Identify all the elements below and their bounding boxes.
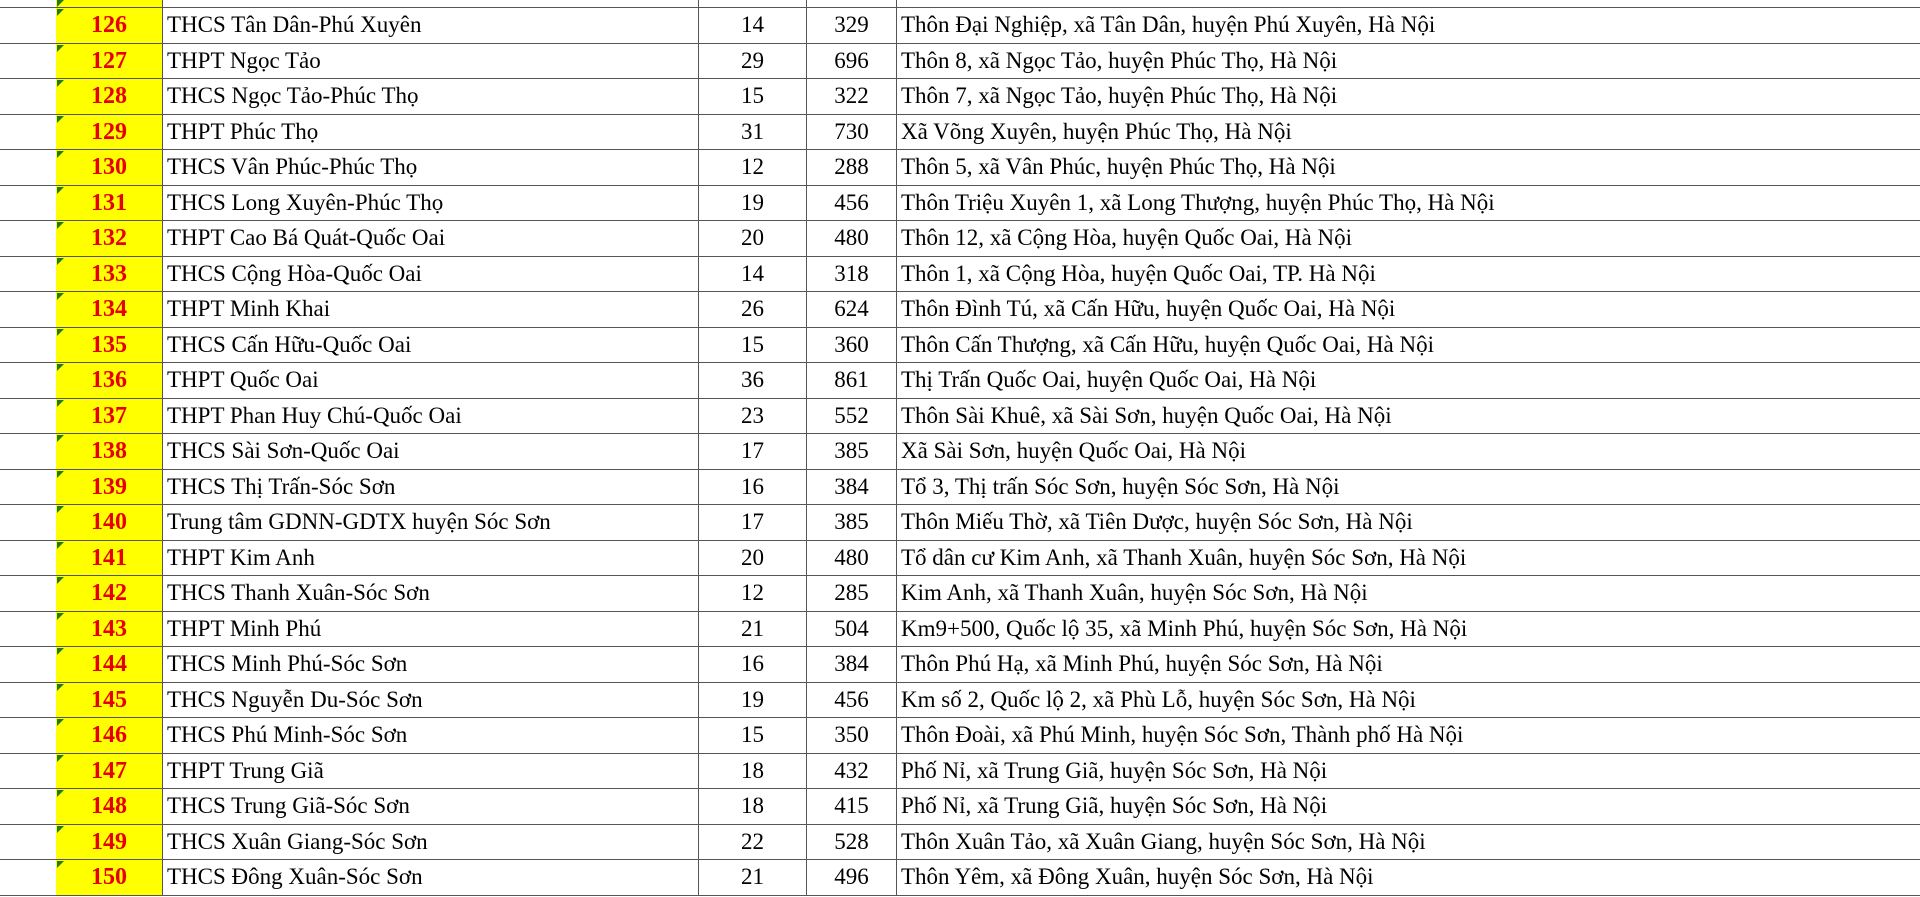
- table-row: [0, 860, 1920, 896]
- table-row: [0, 789, 1920, 825]
- table-row: [0, 399, 1920, 435]
- cell-blank[interactable]: [0, 363, 56, 398]
- cell-school-name[interactable]: THCS Trung Giã-Sóc Sơn: [163, 789, 699, 824]
- cell-school-name[interactable]: THPT Phúc Thọ: [163, 115, 699, 150]
- cell-index[interactable]: [56, 0, 163, 7]
- cell-index[interactable]: 143: [56, 612, 163, 647]
- cell-address[interactable]: Xã Võng Xuyên, huyện Phúc Thọ, Hà Nội: [901, 118, 1292, 144]
- cell-candidates[interactable]: 504: [807, 612, 897, 647]
- cell-blank[interactable]: [0, 718, 56, 753]
- cell-rooms[interactable]: 14: [699, 257, 807, 292]
- cell-blank[interactable]: [0, 754, 56, 789]
- cell-blank[interactable]: [0, 825, 56, 860]
- table-row: [0, 292, 1920, 328]
- cell-index[interactable]: 129: [56, 115, 163, 150]
- cell-rooms[interactable]: 36: [699, 363, 807, 398]
- cell-rooms[interactable]: 19: [699, 186, 807, 221]
- cell-index[interactable]: 149: [56, 825, 163, 860]
- cell-blank[interactable]: [0, 328, 56, 363]
- cell-school-name[interactable]: THPT Ngọc Tảo: [163, 44, 699, 79]
- cell-index[interactable]: 146: [56, 718, 163, 753]
- table-row: [0, 328, 1920, 364]
- cell-index[interactable]: 135: [56, 328, 163, 363]
- cell-rooms[interactable]: 20: [699, 541, 807, 576]
- table-row: [0, 612, 1920, 648]
- cell-blank[interactable]: [0, 0, 56, 7]
- cell-address[interactable]: Thôn Triệu Xuyên 1, xã Long Thượng, huyện Phúc Thọ, Hà Nội: [901, 189, 1495, 215]
- cell-rooms[interactable]: 17: [699, 434, 807, 469]
- cell-rooms[interactable]: 18: [699, 754, 807, 789]
- table-row: [0, 470, 1920, 506]
- cell-address[interactable]: Phố Nỉ, xã Trung Giã, huyện Sóc Sơn, Hà Nội: [901, 757, 1328, 783]
- cell-rooms[interactable]: 12: [699, 576, 807, 611]
- table-row: [0, 186, 1920, 222]
- cell-rooms[interactable]: 16: [699, 647, 807, 682]
- cell-address[interactable]: Thôn Đại Nghiệp, xã Tân Dân, huyện Phú Xuyên, Hà Nội: [901, 12, 1436, 37]
- cell-rooms[interactable]: 19: [699, 683, 807, 718]
- table-row: [0, 363, 1920, 399]
- cell-candidates[interactable]: 385: [807, 505, 897, 540]
- cell-index[interactable]: 134: [56, 292, 163, 327]
- cell-candidates[interactable]: 350: [807, 718, 897, 753]
- cell-address[interactable]: Thôn 12, xã Cộng Hòa, huyện Quốc Oai, Hà Nội: [901, 225, 1352, 250]
- cell-index[interactable]: 142: [56, 576, 163, 611]
- cell-rooms[interactable]: 29: [699, 44, 807, 79]
- cell-rooms[interactable]: 22: [699, 825, 807, 860]
- cell-rooms[interactable]: 21: [699, 612, 807, 647]
- cell-school-name[interactable]: THCS Cộng Hòa-Quốc Oai: [163, 257, 699, 292]
- cell-candidates[interactable]: 480: [807, 541, 897, 576]
- cell-index[interactable]: 145: [56, 683, 163, 718]
- cell-index[interactable]: 144: [56, 647, 163, 682]
- cell-blank[interactable]: [0, 576, 56, 611]
- cell-rooms[interactable]: [699, 0, 807, 7]
- cell-candidates[interactable]: 384: [807, 470, 897, 505]
- cell-blank[interactable]: [0, 860, 56, 895]
- cell-index[interactable]: 128: [56, 79, 163, 114]
- cell-blank[interactable]: [0, 115, 56, 150]
- table-row-partial-top: [0, 0, 1920, 8]
- table-row: [0, 8, 1920, 44]
- cell-school-name[interactable]: THCS Sài Sơn-Quốc Oai: [163, 434, 699, 469]
- cell-address[interactable]: Km9+500, Quốc lộ 35, xã Minh Phú, huyện Sóc Sơn, Hà Nội: [901, 615, 1468, 641]
- table-row: [0, 79, 1920, 115]
- cell-school-name[interactable]: THCS Đông Xuân-Sóc Sơn: [163, 860, 699, 895]
- cell-candidates[interactable]: [807, 0, 897, 7]
- cell-address[interactable]: Km số 2, Quốc lộ 2, xã Phù Lỗ, huyện Sóc Sơn, Hà Nội: [901, 686, 1416, 712]
- cell-blank[interactable]: [0, 683, 56, 718]
- table-row: [0, 150, 1920, 186]
- cell-blank[interactable]: [0, 79, 56, 114]
- table-row: [0, 825, 1920, 861]
- cell-school-name[interactable]: THPT Trung Giã: [163, 754, 699, 789]
- table-row: [0, 257, 1920, 293]
- cell-address[interactable]: Thôn 7, xã Ngọc Tảo, huyện Phúc Thọ, Hà Nội: [901, 83, 1338, 108]
- cell-index[interactable]: 127: [56, 44, 163, 79]
- cell-candidates[interactable]: 624: [807, 292, 897, 327]
- cell-index[interactable]: 136: [56, 363, 163, 398]
- cell-candidates[interactable]: 552: [807, 399, 897, 434]
- cell-candidates[interactable]: 385: [807, 434, 897, 469]
- cell-index[interactable]: 132: [56, 221, 163, 256]
- cell-address[interactable]: Thôn Yêm, xã Đông Xuân, huyện Sóc Sơn, Hà Nội: [901, 864, 1374, 889]
- cell-address[interactable]: Thôn 1, xã Cộng Hòa, huyện Quốc Oai, TP. Hà Nội: [901, 260, 1376, 286]
- cell-rooms[interactable]: 15: [699, 328, 807, 363]
- cell-blank[interactable]: [0, 505, 56, 540]
- cell-address[interactable]: Tổ dân cư Kim Anh, xã Thanh Xuân, huyện Sóc Sơn, Hà Nội: [901, 544, 1467, 570]
- cell-rooms[interactable]: 20: [699, 221, 807, 256]
- cell-index[interactable]: 130: [56, 150, 163, 185]
- table-row: [0, 44, 1920, 80]
- cell-blank[interactable]: [0, 789, 56, 824]
- table-row: [0, 221, 1920, 257]
- cell-school-name[interactable]: THCS Nguyễn Du-Sóc Sơn: [163, 683, 699, 718]
- cell-address[interactable]: Thôn 5, xã Vân Phúc, huyện Phúc Thọ, Hà Nội: [901, 154, 1336, 179]
- table-row: [0, 683, 1920, 719]
- cell-school-name[interactable]: THCS Thanh Xuân-Sóc Sơn: [163, 576, 699, 611]
- cell-address[interactable]: Thôn 8, xã Ngọc Tảo, huyện Phúc Thọ, Hà Nội: [901, 47, 1338, 73]
- cell-index[interactable]: 141: [56, 541, 163, 576]
- cell-rooms[interactable]: 15: [699, 718, 807, 753]
- cell-candidates[interactable]: 496: [807, 860, 897, 895]
- cell-address[interactable]: Thôn Đoài, xã Phú Minh, huyện Sóc Sơn, Thành phố Hà Nội: [901, 722, 1464, 747]
- cell-blank[interactable]: [0, 399, 56, 434]
- cell-index[interactable]: 138: [56, 434, 163, 469]
- cell-candidates[interactable]: 285: [807, 576, 897, 611]
- cell-blank[interactable]: [0, 434, 56, 469]
- cell-address[interactable]: Thôn Xuân Tảo, xã Xuân Giang, huyện Sóc Sơn, Hà Nội: [901, 828, 1426, 854]
- cell-candidates[interactable]: 730: [807, 115, 897, 150]
- cell-school-name[interactable]: THCS Ngọc Tảo-Phúc Thọ: [163, 79, 699, 114]
- table-row: [0, 647, 1920, 683]
- cell-address[interactable]: Phố Nỉ, xã Trung Giã, huyện Sóc Sơn, Hà Nội: [901, 793, 1328, 818]
- cell-address[interactable]: Tổ 3, Thị trấn Sóc Sơn, huyện Sóc Sơn, Hà Nội: [901, 473, 1340, 499]
- cell-index[interactable]: 131: [56, 186, 163, 221]
- cell-school-name[interactable]: THCS Minh Phú-Sóc Sơn: [163, 647, 699, 682]
- cell-candidates[interactable]: 322: [807, 79, 897, 114]
- cell-index[interactable]: 133: [56, 257, 163, 292]
- cell-school-name[interactable]: THPT Minh Khai: [163, 292, 699, 327]
- cell-rooms[interactable]: 12: [699, 150, 807, 185]
- cell-blank[interactable]: [0, 292, 56, 327]
- cell-candidates[interactable]: 528: [807, 825, 897, 860]
- cell-address[interactable]: Thôn Miếu Thờ, xã Tiên Dược, huyện Sóc Sơn, Hà Nội: [901, 509, 1413, 534]
- table-row: [0, 434, 1920, 470]
- cell-candidates[interactable]: 329: [807, 8, 897, 43]
- cell-candidates[interactable]: 318: [807, 257, 897, 292]
- cell-candidates[interactable]: 480: [807, 221, 897, 256]
- cell-school-name[interactable]: THPT Quốc Oai: [163, 363, 699, 398]
- cell-rooms[interactable]: 15: [699, 79, 807, 114]
- cell-school-name[interactable]: THCS Long Xuyên-Phúc Thọ: [163, 186, 699, 221]
- cell-candidates[interactable]: 861: [807, 363, 897, 398]
- cell-index[interactable]: 126: [56, 8, 163, 43]
- cell-candidates[interactable]: 415: [807, 789, 897, 824]
- table-body: [0, 8, 1920, 896]
- table-row: [0, 541, 1920, 577]
- cell-blank[interactable]: [0, 8, 56, 43]
- cell-school-name[interactable]: THCS Tân Dân-Phú Xuyên: [163, 8, 699, 43]
- cell-rooms[interactable]: 26: [699, 292, 807, 327]
- cell-school-name[interactable]: THCS Thị Trấn-Sóc Sơn: [163, 470, 699, 505]
- cell-index[interactable]: 137: [56, 399, 163, 434]
- cell-rooms[interactable]: 31: [699, 115, 807, 150]
- cell-candidates[interactable]: 456: [807, 683, 897, 718]
- cell-address[interactable]: Kim Anh, xã Thanh Xuân, huyện Sóc Sơn, Hà Nội: [901, 580, 1368, 605]
- cell-blank[interactable]: [0, 257, 56, 292]
- table-row: [0, 505, 1920, 541]
- cell-candidates[interactable]: 456: [807, 186, 897, 221]
- cell-school-name[interactable]: THPT Kim Anh: [163, 541, 699, 576]
- cell-address[interactable]: Xã Sài Sơn, huyện Quốc Oai, Hà Nội: [901, 438, 1246, 463]
- cell-blank[interactable]: [0, 470, 56, 505]
- cell-address[interactable]: [897, 0, 1920, 7]
- cell-blank[interactable]: [0, 221, 56, 256]
- cell-candidates[interactable]: 696: [807, 44, 897, 79]
- cell-school-name[interactable]: Trung tâm GDNN-GDTX huyện Sóc Sơn: [163, 505, 699, 540]
- cell-index[interactable]: 139: [56, 470, 163, 505]
- cell-blank[interactable]: [0, 186, 56, 221]
- cell-school-name[interactable]: THPT Minh Phú: [163, 612, 699, 647]
- cell-address[interactable]: Thôn Cấn Thượng, xã Cấn Hữu, huyện Quốc Oai, Hà Nội: [901, 331, 1434, 357]
- cell-blank[interactable]: [0, 44, 56, 79]
- cell-school[interactable]: [163, 0, 699, 7]
- cell-school-name[interactable]: THPT Phan Huy Chú-Quốc Oai: [163, 399, 699, 434]
- table-row: [0, 754, 1920, 790]
- cell-index[interactable]: 148: [56, 789, 163, 824]
- table-row: [0, 718, 1920, 754]
- cell-address[interactable]: Thôn Phú Hạ, xã Minh Phú, huyện Sóc Sơn, Hà Nội: [901, 651, 1383, 676]
- table-row: [0, 576, 1920, 612]
- cell-rooms[interactable]: 14: [699, 8, 807, 43]
- cell-blank[interactable]: [0, 541, 56, 576]
- cell-candidates[interactable]: 360: [807, 328, 897, 363]
- cell-rooms[interactable]: 18: [699, 789, 807, 824]
- cell-school-name[interactable]: THCS Cấn Hữu-Quốc Oai: [163, 328, 699, 363]
- cell-index[interactable]: 150: [56, 860, 163, 895]
- cell-candidates[interactable]: 384: [807, 647, 897, 682]
- cell-candidates[interactable]: 432: [807, 754, 897, 789]
- cell-school-name[interactable]: THPT Cao Bá Quát-Quốc Oai: [163, 221, 699, 256]
- cell-index[interactable]: 140: [56, 505, 163, 540]
- cell-address[interactable]: Thị Trấn Quốc Oai, huyện Quốc Oai, Hà Nội: [901, 367, 1317, 392]
- cell-blank[interactable]: [0, 612, 56, 647]
- cell-address[interactable]: Thôn Sài Khuê, xã Sài Sơn, huyện Quốc Oai, Hà Nội: [901, 402, 1392, 428]
- table-row: [0, 115, 1920, 151]
- cell-rooms[interactable]: 23: [699, 399, 807, 434]
- cell-blank[interactable]: [0, 647, 56, 682]
- cell-school-name[interactable]: THCS Vân Phúc-Phúc Thọ: [163, 150, 699, 185]
- cell-school-name[interactable]: THCS Phú Minh-Sóc Sơn: [163, 718, 699, 753]
- cell-rooms[interactable]: 21: [699, 860, 807, 895]
- cell-school-name[interactable]: THCS Xuân Giang-Sóc Sơn: [163, 825, 699, 860]
- cell-candidates[interactable]: 288: [807, 150, 897, 185]
- cell-rooms[interactable]: 16: [699, 470, 807, 505]
- cell-index[interactable]: 147: [56, 754, 163, 789]
- cell-rooms[interactable]: 17: [699, 505, 807, 540]
- cell-blank[interactable]: [0, 150, 56, 185]
- cell-address[interactable]: Thôn Đình Tú, xã Cấn Hữu, huyện Quốc Oai, Hà Nội: [901, 296, 1396, 321]
